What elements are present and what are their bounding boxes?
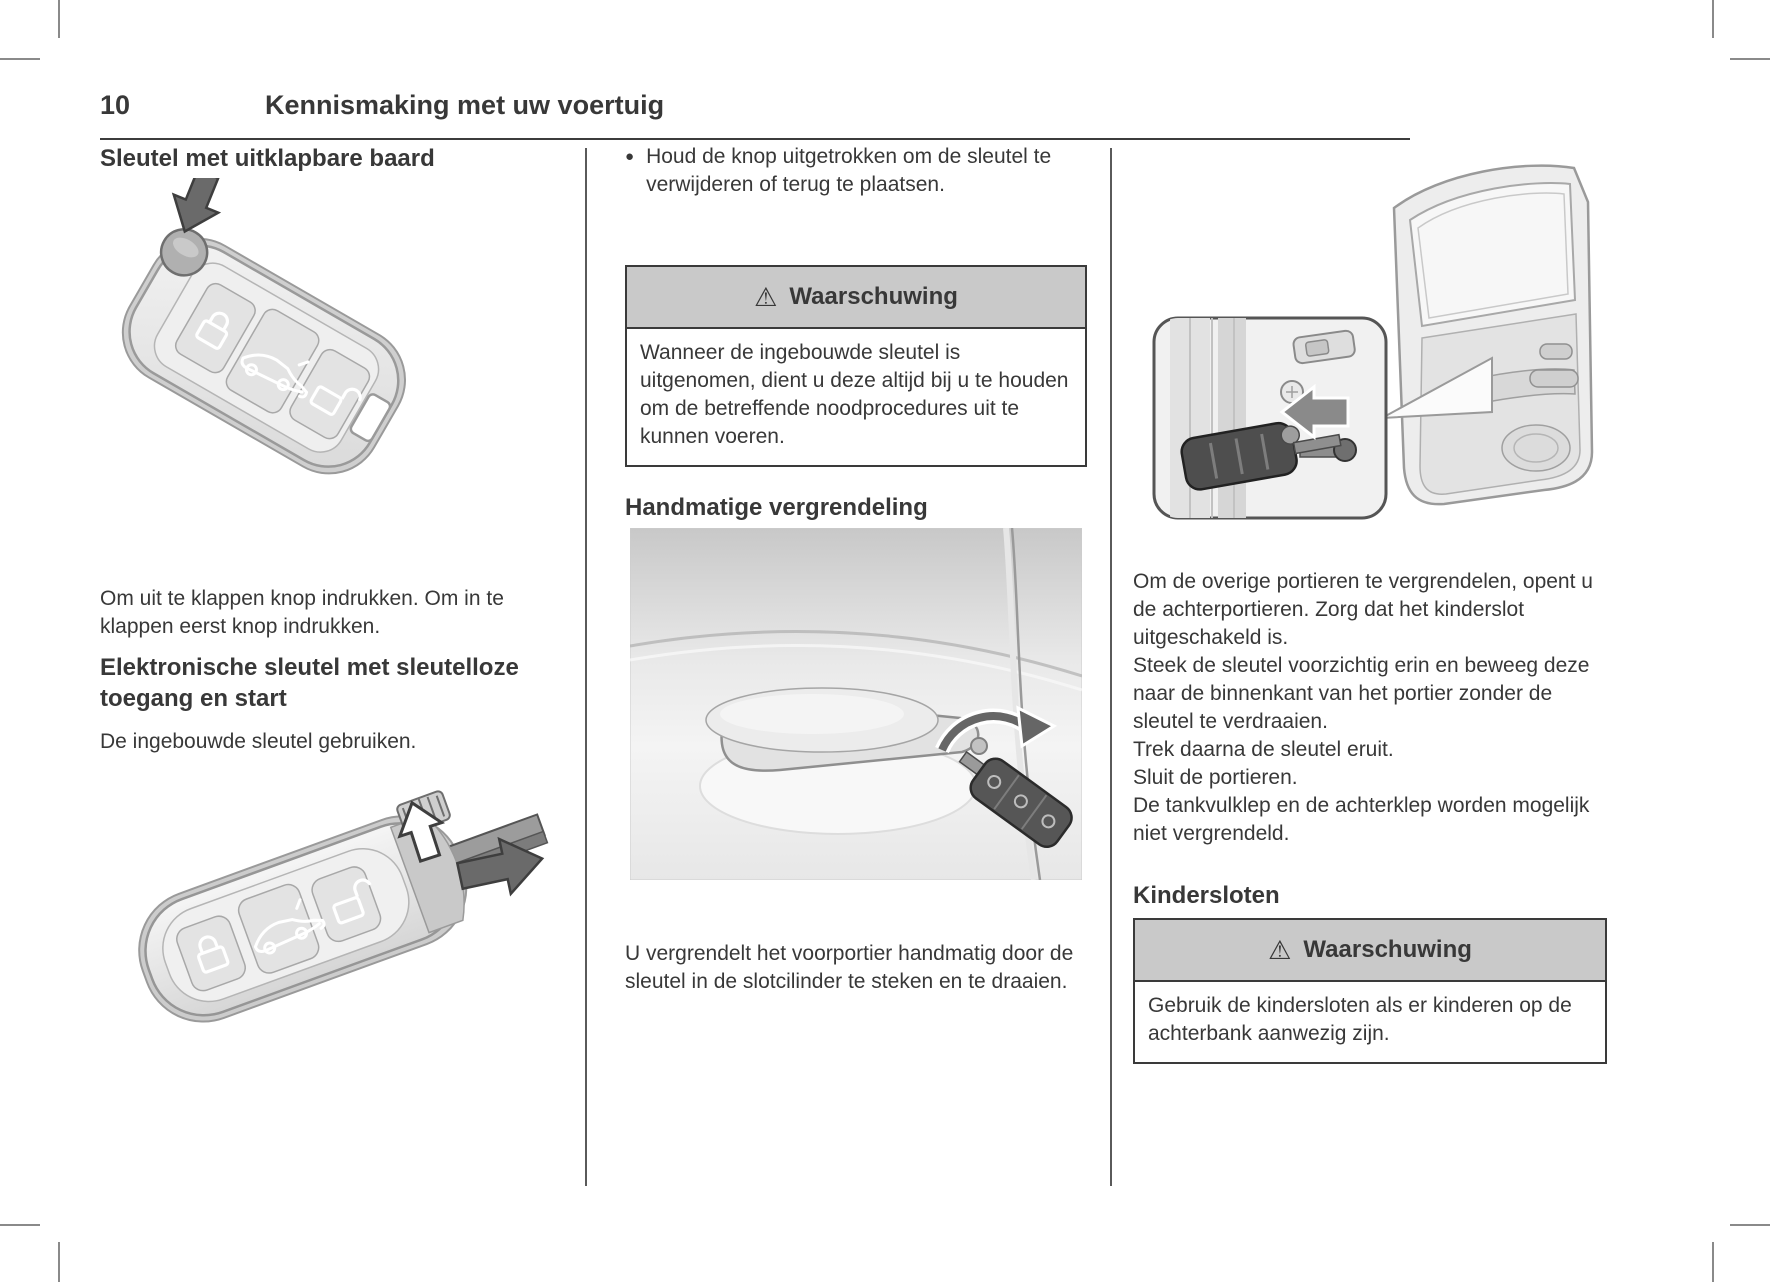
crop-mark-top-right-v: [1712, 0, 1714, 38]
para-line: Sluit de portieren.: [1133, 766, 1298, 789]
rear-door-illustration: [1142, 150, 1612, 528]
chapter-title: Kennismaking met uw voertuig: [265, 90, 665, 120]
bullet-item: [625, 143, 1077, 199]
rear-door: [1394, 166, 1592, 505]
heading-electronic-key: Elektronische sleutel met sleutelloze toegang en start: [100, 654, 519, 712]
bullet-text: Houd de knop uitgetrokken om de sleutel te verwijderen of terug te plaatsen.: [646, 145, 1052, 196]
para-line: Steek de sleutel voorzichtig erin en beweeg deze naar de binnenkant van het portier zonder de sleutel te verdraaien.: [1133, 654, 1590, 733]
door-handle-illustration: [630, 528, 1082, 880]
child-lock-callout: [1154, 318, 1386, 518]
crop-mark-top-left-v: [58, 0, 60, 38]
para-manual-locking: U vergrendelt het voorportier handmatig door de sleutel in de slotcilinder te steken en te draaien.: [625, 942, 1074, 993]
column-divider-2: [1110, 148, 1112, 1186]
warning-body: Gebruik de kindersloten als er kinderen op de achterbank aanwezig zijn.: [1148, 994, 1572, 1045]
column-divider-1: [585, 148, 587, 1186]
crop-mark-bottom-left-v: [58, 1242, 60, 1282]
warning-triangle-icon: ⚠: [1268, 935, 1292, 965]
heading-child-locks: Kindersloten: [1133, 882, 1280, 909]
heading-flip-key: Sleutel met uitklapbare baard: [100, 145, 435, 172]
warning-box-child-locks: [1133, 918, 1607, 1064]
para-electronic-key: De ingebouwde sleutel gebruiken.: [100, 730, 417, 753]
warning-title: Waarschuwing: [1303, 936, 1472, 963]
warning-header: [1135, 920, 1605, 982]
heading-manual-locking: Handmatige vergrendeling: [625, 494, 928, 521]
header-rule: [100, 138, 1410, 140]
warning-body: Wanneer de ingebouwde sleutel is uitgenomen, dient u deze altijd bij u te houden om de betreffende noodprocedures uit te kunnen voeren.: [640, 341, 1069, 448]
warning-title: Waarschuwing: [789, 283, 958, 310]
crop-mark-bottom-left-h: [0, 1224, 40, 1226]
crop-mark-bottom-right-h: [1730, 1224, 1770, 1226]
crop-mark-top-left-h: [0, 58, 40, 60]
para-flip-key: Om uit te klappen knop indrukken. Om in te klappen eerst knop indrukken.: [100, 587, 504, 638]
warning-triangle-icon: ⚠: [754, 282, 778, 312]
warning-header: [627, 267, 1085, 329]
para-line: Om de overige portieren te vergrendelen, opent u de achterportieren. Zorg dat het kinderslot uitgeschakeld is.: [1133, 570, 1593, 649]
electronic-key-illustration: [100, 766, 565, 1066]
para-line: Trek daarna de sleutel eruit.: [1133, 738, 1394, 761]
para-line: De tankvulklep en de achterklep worden mogelijk niet vergrendeld.: [1133, 794, 1590, 845]
para-other-doors: [1133, 568, 1615, 848]
page-number: 10: [100, 90, 131, 120]
crop-mark-bottom-right-v: [1712, 1242, 1714, 1282]
warning-box-key: [625, 265, 1087, 467]
crop-mark-top-right-h: [1730, 58, 1770, 60]
flip-key-illustration: [112, 178, 502, 490]
bullet-icon: ●: [625, 148, 635, 165]
